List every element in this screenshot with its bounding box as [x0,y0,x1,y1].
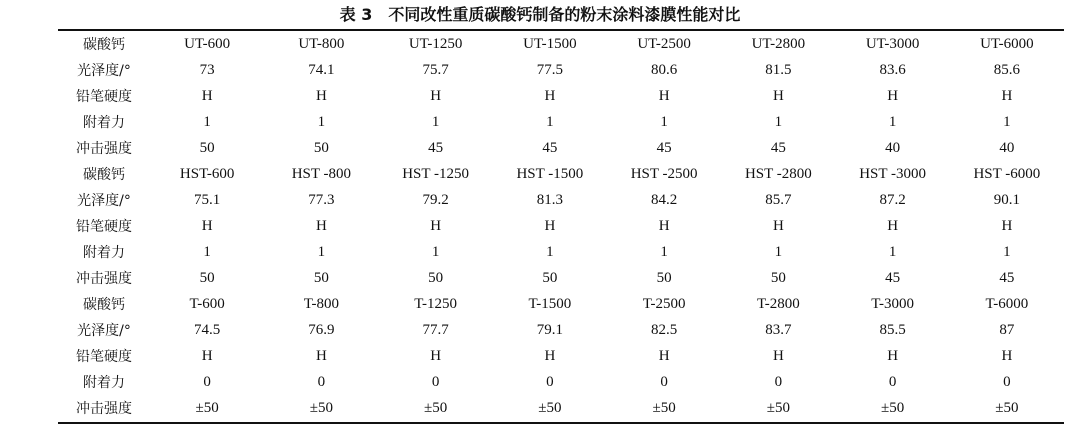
table-cell: 45 [770,139,786,156]
table-cell: 82.5 [651,321,678,338]
table-cell: 85.7 [765,191,792,208]
table-cell: H [887,217,899,234]
table-cell: 0 [774,373,783,390]
table-cell: T-600 [189,295,225,312]
table-caption: 表 3 不同改性重质碳酸钙制备的粉末涂料漆膜性能对比 [339,5,741,24]
table-cell: H [315,217,327,234]
table-cell: H [315,87,327,104]
table-cell: H [1001,347,1013,364]
table-cell: T-3000 [871,295,915,312]
table-cell: 1 [1003,113,1011,130]
table-cell: 1 [546,113,554,130]
table-cell: 45 [428,139,444,156]
table-cell: H [201,347,213,364]
table-cell: H [315,347,327,364]
table-cell: 50 [656,269,672,286]
table-cell: H [544,347,556,364]
table-cell: 75.1 [194,191,221,208]
table-cell: HST-600 [179,165,235,182]
table-cell: H [430,217,442,234]
table-row [58,239,1064,265]
row-label: 附着力 [83,245,125,261]
table-cell: UT-3000 [865,35,920,52]
row-label: 附着力 [83,115,125,131]
table-cell: T-1250 [414,295,458,312]
table-cell: 83.6 [879,61,906,78]
table-cell: 1 [888,113,897,130]
table-cell: H [201,87,213,104]
table-cell: ±50 [766,399,790,416]
table-cell: 50 [313,139,329,156]
table-cell: H [658,87,670,104]
table-cell: H [1001,217,1013,234]
table-cell: 79.1 [536,321,563,338]
table-cell: 50 [770,269,786,286]
table-cell: 0 [888,373,897,390]
row-label: 铅笔硬度 [76,219,132,235]
table-cell: 1 [546,243,554,260]
table-row [58,291,1064,317]
table-cell: ±50 [538,399,562,416]
table-cell: HST -2800 [744,165,812,182]
table-cell: 0 [203,373,211,390]
table-cell: UT-800 [298,35,345,52]
table-cell: UT-1250 [408,35,463,52]
table-cell: 45 [542,139,558,156]
table-cell: ±50 [652,399,676,416]
table-cell: ±50 [995,399,1019,416]
table-row [58,213,1064,239]
table-cell: 75.7 [422,61,449,78]
table-cell: HST -3000 [859,165,927,182]
performance-table [58,31,1064,421]
row-label: 附着力 [83,375,125,391]
table-row [58,265,1064,291]
table-cell: H [544,217,556,234]
table-cell: HST -6000 [973,165,1041,182]
table-row [58,187,1064,213]
row-label: 碳酸钙 [83,167,125,183]
table-cell: 77.7 [422,321,449,338]
table-cell: 45 [656,139,672,156]
table-cell: 81.3 [536,191,563,208]
table-cell: UT-2800 [751,35,806,52]
table-cell: 1 [1003,243,1011,260]
table-cell: H [658,347,670,364]
table-cell: 45 [999,269,1015,286]
table-cell: 77.5 [536,61,563,78]
table-cell: 50 [313,269,329,286]
table-cell: 1 [431,113,440,130]
table-cell: T-1500 [528,295,572,312]
table-cell: 1 [203,113,211,130]
table-cell: H [887,347,899,364]
table-cell: T-800 [303,295,340,312]
table-cell: HST -1500 [516,165,584,182]
table-cell: 79.2 [422,191,449,208]
row-label: 冲击强度 [76,141,132,157]
row-label: 碳酸钙 [83,297,125,313]
row-label: 铅笔硬度 [76,89,132,105]
table-cell: 50 [542,269,558,286]
table-cell: H [430,87,442,104]
table-cell: 1 [888,243,897,260]
table-cell: ±50 [424,399,448,416]
table-cell: H [430,347,442,364]
table-cell: UT-600 [184,35,231,52]
table-cell: 90.1 [993,191,1020,208]
table-cell: H [544,87,556,104]
row-label: 冲击强度 [76,271,132,287]
table-cell: 0 [1003,373,1011,390]
table-row [58,57,1064,83]
row-label: 光泽度/° [77,193,131,209]
table-cell: 85.6 [993,61,1020,78]
table-row [58,109,1064,135]
table-cell: H [772,347,784,364]
table-cell: 84.2 [651,191,678,208]
table-cell: 1 [774,243,783,260]
table-cell: 1 [317,113,326,130]
table-cell: 0 [660,373,668,390]
table-cell: 77.3 [308,191,335,208]
table-cell: 80.6 [651,61,678,78]
table-cell: HST -800 [291,165,352,182]
table-cell: 50 [199,269,215,286]
table-cell: ±50 [309,399,333,416]
table-cell: 1 [431,243,440,260]
table-cell: H [1001,87,1013,104]
table-row [58,343,1064,369]
table-cell: T-6000 [985,295,1029,312]
table-row [58,369,1064,395]
table-cell: H [658,217,670,234]
table-row [58,135,1064,161]
table-cell: H [772,87,784,104]
row-label: 铅笔硬度 [76,349,132,365]
table-row [58,317,1064,343]
table-cell: HST -2500 [630,165,698,182]
table-cell: H [887,87,899,104]
table-cell: 74.5 [194,321,221,338]
table-cell: HST -1250 [402,165,470,182]
table-cell: 1 [203,243,211,260]
table-row [58,83,1064,109]
table-cell: 40 [885,139,901,156]
table-cell: 50 [199,139,215,156]
row-label: 碳酸钙 [83,37,125,53]
table-cell: 87.2 [879,191,906,208]
table-cell: 1 [317,243,326,260]
table-cell: UT-2500 [637,35,691,52]
table-cell: H [772,217,784,234]
table-cell: 1 [660,243,668,260]
table-cell: ±50 [881,399,905,416]
table-cell: 74.1 [308,61,335,78]
table-cell: UT-6000 [980,35,1034,52]
table-cell: 0 [431,373,440,390]
table-cell: 87 [999,321,1015,338]
row-label: 光泽度/° [77,323,131,339]
table-cell: 0 [317,373,326,390]
table-cell: T-2800 [756,295,800,312]
table-cell: 85.5 [879,321,906,338]
table-row [58,31,1064,57]
table-cell: 1 [660,113,668,130]
table-cell: 1 [774,113,783,130]
table-cell: UT-1500 [523,35,577,52]
table-cell: 73 [199,61,215,78]
table-cell: 81.5 [765,61,792,78]
table-cell: T-2500 [642,295,686,312]
table-cell: 40 [999,139,1015,156]
bottom-rule [58,422,1064,424]
table-cell: 0 [546,373,554,390]
table-cell: H [201,217,213,234]
table-cell: 45 [885,269,901,286]
table-row [58,161,1064,187]
table-row [58,395,1064,421]
row-label: 冲击强度 [76,401,132,417]
table-cell: 50 [428,269,444,286]
table-cell: 76.9 [308,321,335,338]
table-cell: ±50 [195,399,219,416]
row-label: 光泽度/° [77,63,131,79]
table-cell: 83.7 [765,321,792,338]
